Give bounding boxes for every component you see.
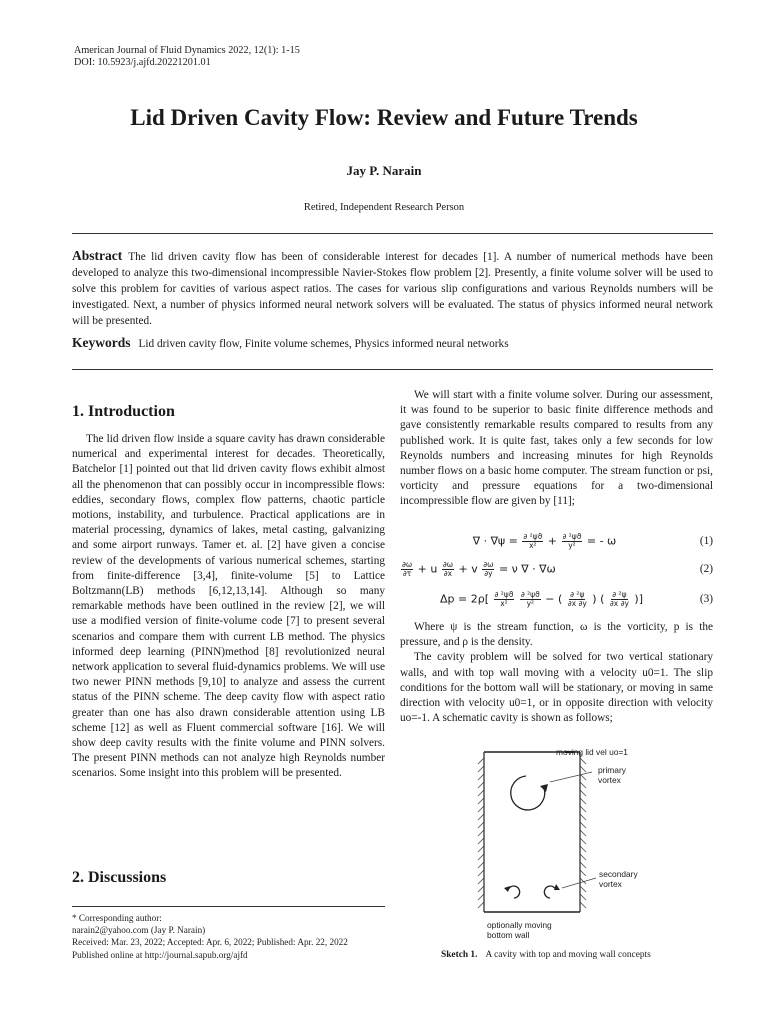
introduction-paragraph: The lid driven flow inside a square cavity has drawn considerable numerical and experimental interest for decades. Theoretically, Batchelor [1] pointed out that lid driven cavity flows exhibit almost all the phenomenon that can possibly occur in incompressible flows: eddies, secondary flows, complex flow patterns, chaotic particle motions, instability, and turbulence. Practical applications are in material processing, dynamics of lakes, metal casting, galvanizing and some airport runways. Tamer et. al. [2] have given a concise review of the developments of various numerical schemes, starting from finite-difference [3,4], finite-volume [5] to Lattice Boltzmann(LB) methods [6,12,13,14]. Although so many remarkable methods have been outlined in the review [2], we will use a modified version of finite-volume code [7] to present several scenarios and compare them with current LB method. The physics informed deep learning (PINN)method [8] revolutionized neural network application to several fluid-dynamics problems. We will use two newer PINN methods [9,10] to analyze and assess the current status of the PINN scheme. The deep cavity flow with aspect ratio greater than one has also drawn considerable attention using LB scheme [12] as well as Fluent commercial software [16]. We will show deep cavity results with the finite volume and PINN solvers. The present PINN methods can not analyze high Reynolds number scenarios. Some insight into this problem will be presented.	[72, 433, 385, 780]
right-paragraph-1: We will start with a finite volume solver. During our assessment, it was found to be superior to basic finite difference methods and gave consistently remarkable results compared to results from any published work. It is quite fast, takes only a few seconds for low Reynolds numbers and increasing minutes for high Reynolds number flows on a basic home computer. The stream function or psi, vorticity and pressure equations for a two-dimensional incompressible flow are given by [11];	[400, 389, 713, 508]
sketch-label-lid: moving lid vel uo=1	[556, 747, 628, 757]
keywords	[72, 335, 713, 352]
secondary-vortex-right-icon	[544, 886, 556, 898]
right-paragraph-2: Where ψ is the stream function, ω is the vorticity, p is the pressure, and ρ is the density.	[400, 621, 713, 649]
sketch-caption-number: Sketch 1.	[441, 950, 478, 960]
primary-vortex-icon	[511, 776, 545, 810]
abstract-label: Abstract	[72, 248, 123, 263]
author-affiliation: Retired, Independent Research Person	[303, 202, 465, 213]
doi: DOI: 10.5923/j.ajfd.20221201.01	[74, 57, 211, 68]
top-divider	[72, 233, 713, 234]
abstract	[72, 248, 713, 329]
keywords-text: Lid driven cavity flow, Finite volume schemes, Physics informed neural networks	[138, 338, 509, 350]
equation-3: Δp = 2ρ[ $\frac{\text{∂ ²ψϑ}}{\text{x²}}$ $\frac{\text{∂ ²ψϑ}}{\text{y²}}$ − ( $\frac{\text{∂ ²ψ}}{\partial x \partial y}$ ) ( $\frac{\text{∂ ²ψ}}{\partial x \partial y}$ )] (3)	[440, 589, 713, 608]
paper-title: Lid Driven Cavity Flow: Review and Future Trends	[130, 105, 638, 130]
sketch-caption	[441, 950, 651, 960]
sketch-label-bottom: optionally moving bottom wall	[487, 920, 552, 940]
equation-number-3: (3)	[699, 593, 713, 605]
author-name: Jay P. Narain	[346, 163, 422, 178]
keywords-label: Keywords	[72, 335, 131, 350]
right-column-intro	[400, 388, 713, 510]
cavity-sketch	[470, 740, 660, 940]
footnote	[72, 912, 348, 961]
section-heading-introduction: 1. Introduction	[72, 403, 175, 420]
journal-citation: American Journal of Fluid Dynamics 2022, 12(1): 1-15	[74, 45, 300, 56]
right-paragraph-3: The cavity problem will be solved for two vertical stationary walls, and with top wall moving with a velocity u0=1. The slip conditions for the bottom wall will be stationary, or moving in same direction with velocity u0=1, or in opposite direction with velocity uo=-1. A schematic cavity is shown as follows;	[400, 651, 713, 725]
footnote-email: narain2@yahoo.com (Jay P. Narain)	[72, 925, 206, 936]
footnote-online: Published online at http://journal.sapub.org/ajfd	[72, 949, 248, 960]
sketch-label-primary: primary vortex	[598, 765, 626, 785]
footnote-divider	[72, 906, 385, 907]
keywords-divider	[72, 369, 713, 370]
equation-number-2: (2)	[699, 563, 713, 575]
equation-2: $\frac{\partial\omega}{\partial\tau}$ + u $\frac{\partial\omega}{\partial x}$ + v $\frac{\partial\omega}{\partial y}$ = ν ∇ · ∇ω (2)	[402, 559, 713, 578]
footnote-dates: Received: Mar. 23, 2022; Accepted: Apr. 6, 2022; Published: Apr. 22, 2022	[72, 937, 348, 948]
equation-number-1: (1)	[699, 535, 713, 547]
left-wall-hatch	[478, 758, 484, 908]
sketch-caption-text: A cavity with top and moving wall concepts	[485, 950, 651, 960]
equation-1: ∇ · ∇ψ = $\frac{\text{∂ ²ψϑ}}{\text{x²}}$ + $\frac{\text{∂ ²ψϑ}}{\text{y²}}$ = - ω (1)	[472, 531, 713, 550]
sketch-label-secondary: secondary vortex	[599, 869, 638, 889]
right-column-after-equations	[400, 620, 713, 726]
introduction-body	[72, 432, 385, 782]
right-wall-hatch	[580, 758, 586, 908]
section-heading-discussions: 2. Discussions	[72, 869, 167, 886]
abstract-text: The lid driven cavity flow has been of considerable interest for decades [1]. A number of numerical methods have been developed to analyze this two-dimensional incompressible Navier-Stokes flow problem [2]. Presently, a finite volume solver will be used to solve this problem for cavities of various aspect ratios. The cases for various slip configurations and various Reynolds numbers will be investigated. Next, a number of physics informed neural network solvers will be evaluated. The status of physics informed neural network will be presented.	[72, 251, 713, 327]
secondary-vortex-left-icon	[508, 886, 520, 898]
equation-block	[400, 528, 713, 614]
footnote-corresponding: * Corresponding author:	[72, 913, 162, 923]
